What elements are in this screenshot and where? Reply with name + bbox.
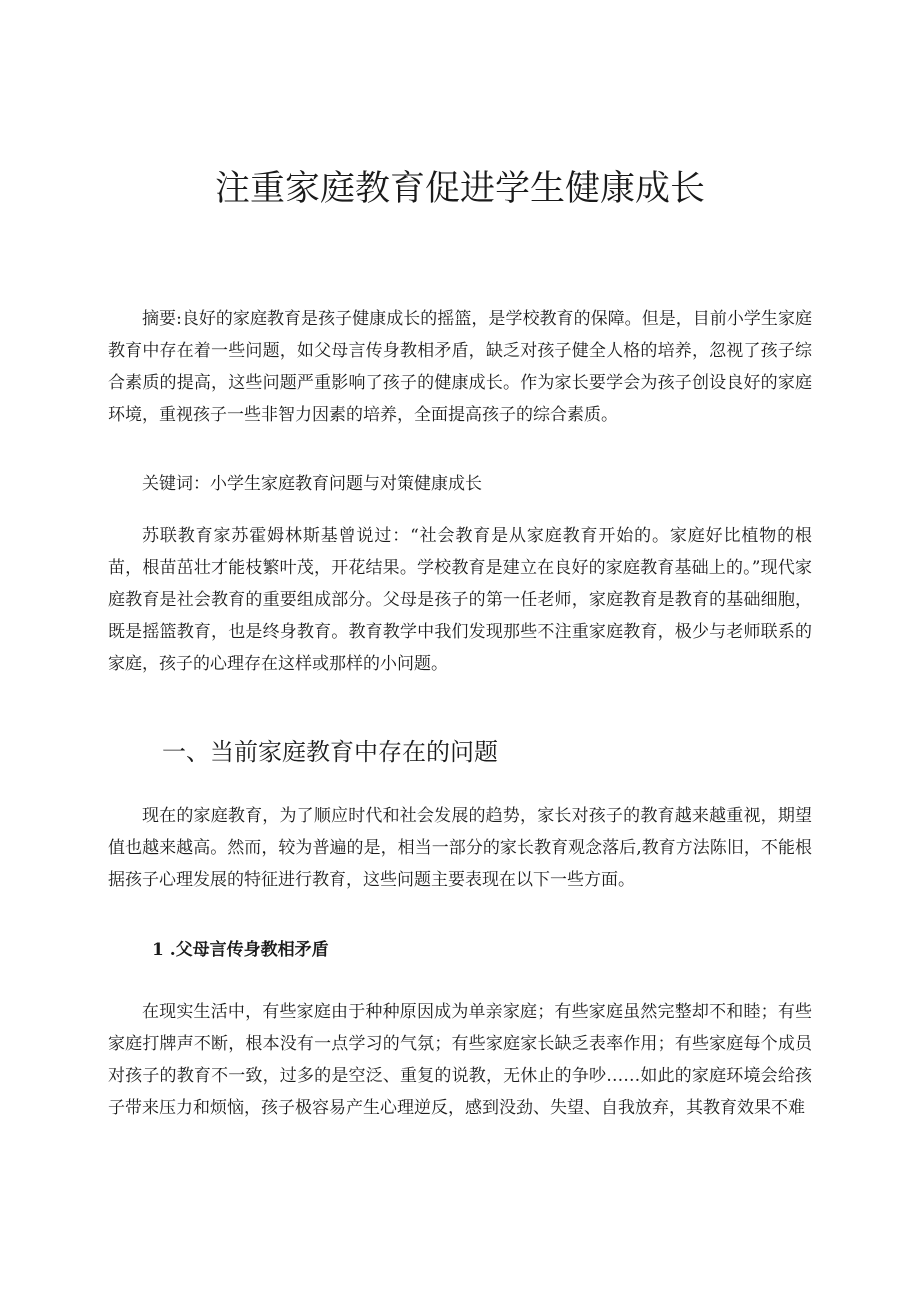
keywords-line: 关键词：小学生家庭教育问题与对策健康成长 [142,474,482,494]
abstract-paragraph: 摘要:良好的家庭教育是孩子健康成长的摇篮，是学校教育的保障。但是，目前小学生家庭教育中存在着一些问题，如父母言传身教相矛盾，缺乏对孩子健全人格的培养，忽视了孩子综合素质的提高，这些问题严重影响了孩子的健康成长。作为家长要学会为孩子创设良好的家庭环境，重视孩子一些非智力因素的培养，全面提高孩子的综合素质。 [108,309,812,425]
section-1-paragraph: 现在的家庭教育，为了顺应时代和社会发展的趋势，家长对孩子的教育越来越重视，期望值也越来越高。然而，较为普遍的是，相当一部分的家长教育观念落后,教育方法陈旧，不能根据孩子心理发展的特征进行教育，这些问题主要表现在以下一些方面。 [108,806,812,890]
document-title: 注重家庭教育促进学生健康成长 [214,169,705,209]
subsection-1-paragraph: 在现实生活中，有些家庭由于种种原因成为单亲家庭；有些家庭虽然完整却不和睦；有些家庭打牌声不断，根本没有一点学习的气氛；有些家庭家长缺乏表率作用；有些家庭每个成员对孩子的教育不一致，过多的是空泛、重复的说教，无休止的争吵……如此的家庭环境会给孩子带来压力和烦恼，孩子极容易产生心理逆反，感到没劲、失望、自我放弃，其教育效果不难 [108,1002,812,1118]
section-heading-1: 一、当前家庭教育中存在的问题 [162,738,498,766]
intro-paragraph: 苏联教育家苏霍姆林斯基曾说过：“社会教育是从家庭教育开始的。家庭好比植物的根苗，根苗茁壮才能枝繁叶茂，开花结果。学校教育是建立在良好的家庭教育基础上的。”现代家庭教育是社会教育的重要组成部分。父母是孩子的第一任老师，家庭教育是教育的基础细胞，既是摇篮教育，也是终身教育。教育教学中我们发现那些不注重家庭教育，极少与老师联系的家庭，孩子的心理存在这样或那样的小问题。 [108,526,812,674]
subsection-heading-1: 1 .父母言传身教相矛盾 [152,940,329,960]
